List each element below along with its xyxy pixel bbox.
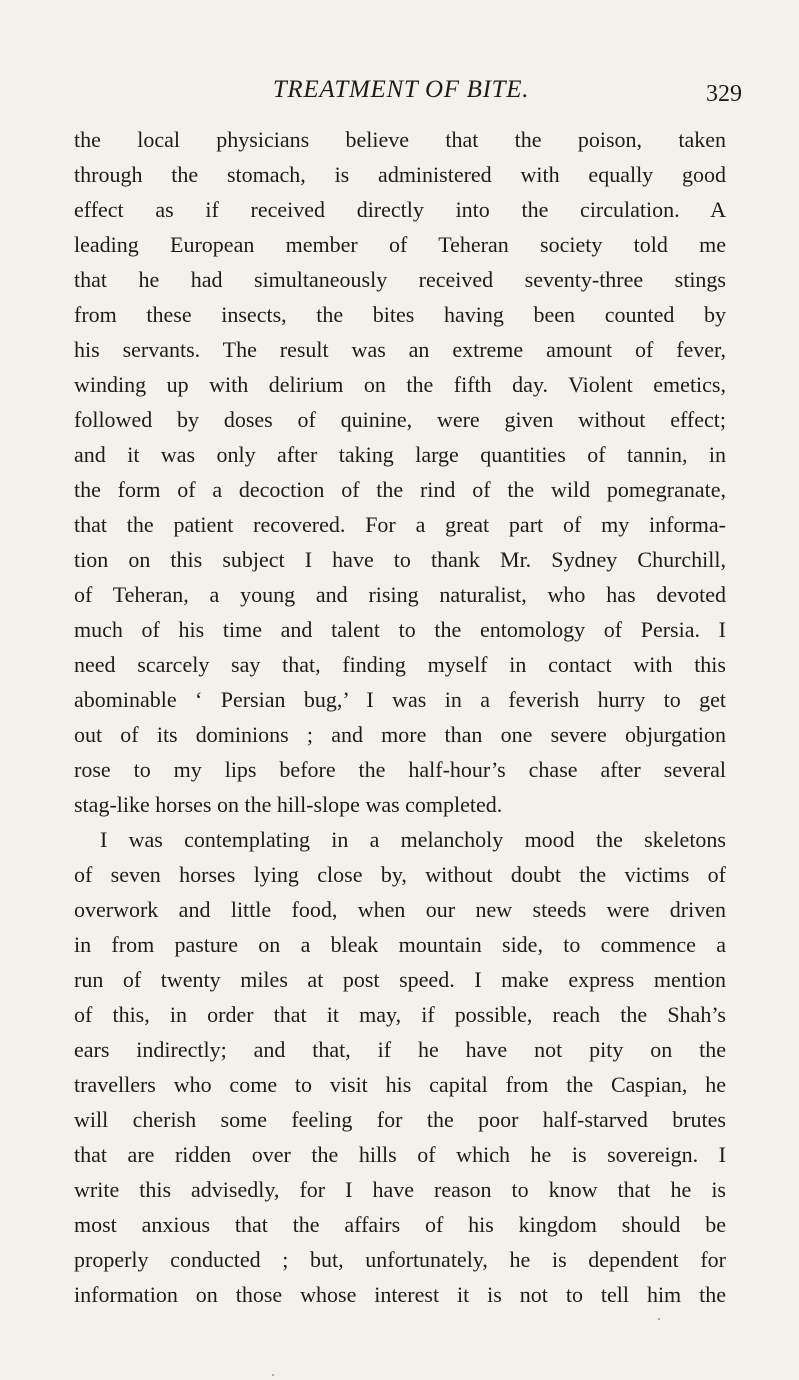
text-line: followed by doses of quinine, were given without effect; (74, 407, 726, 432)
text-line: through the stomach, is administered with equally good (74, 162, 726, 187)
text-line: write this advisedly, for I have reason to know that he is (74, 1177, 726, 1202)
text-line: of seven horses lying close by, without doubt the victims of (74, 862, 726, 887)
body-text (74, 122, 726, 1312)
text-line: rose to my lips before the half-hour’s chase after several (74, 757, 726, 782)
text-line: winding up with delirium on the fifth day. Violent emetics, (74, 372, 726, 397)
text-line: abominable ‘ Persian bug,’ I was in a feverish hurry to get (74, 687, 726, 712)
text-line: properly conducted ; but, unfortunately, he is dependent for (74, 1247, 726, 1272)
text-line: leading European member of Teheran society told me (74, 232, 726, 257)
text-line: his servants. The result was an extreme amount of fever, (74, 337, 726, 362)
text-line: much of his time and talent to the entomology of Persia. I (74, 617, 726, 642)
running-header (0, 74, 799, 114)
text-line: from these insects, the bites having been counted by (74, 302, 726, 327)
text-line: tion on this subject I have to thank Mr. Sydney Churchill, (74, 547, 726, 572)
text-line: that the patient recovered. For a great part of my informa- (74, 512, 726, 537)
text-line: travellers who come to visit his capital from the Caspian, he (74, 1072, 726, 1097)
text-line: in from pasture on a bleak mountain side, to commence a (74, 932, 726, 957)
page-number: 329 (706, 81, 742, 107)
paper-speck (272, 1374, 274, 1376)
text-line: out of its dominions ; and more than one severe objurgation (74, 722, 726, 747)
text-line: and it was only after taking large quantities of tannin, in (74, 442, 726, 467)
text-line: most anxious that the affairs of his kingdom should be (74, 1212, 726, 1237)
text-line: the local physicians believe that the poison, taken (74, 127, 726, 152)
text-line: overwork and little food, when our new steeds were driven (74, 897, 726, 922)
text-line: that are ridden over the hills of which he is sovereign. I (74, 1142, 726, 1167)
text-line: ears indirectly; and that, if he have not pity on the (74, 1037, 726, 1062)
text-line: effect as if received directly into the circulation. A (74, 197, 726, 222)
text-line: of this, in order that it may, if possible, reach the Shah’s (74, 1002, 726, 1027)
text-line: that he had simultaneously received seventy-three stings (74, 267, 726, 292)
paragraph-start-line: I was contemplating in a melancholy mood the skeletons (100, 827, 726, 852)
text-line: of Teheran, a young and rising naturalist, who has devoted (74, 582, 726, 607)
paragraph-end-line: stag-like horses on the hill-slope was completed. (74, 792, 503, 817)
text-line: the form of a decoction of the rind of the wild pomegranate, (74, 477, 726, 502)
running-title: TREATMENT OF BITE. (272, 76, 530, 103)
text-line: need scarcely say that, finding myself in contact with this (74, 652, 726, 677)
text-line: run of twenty miles at post speed. I make express mention (74, 967, 726, 992)
text-line: information on those whose interest it is not to tell him the (74, 1282, 726, 1307)
text-line: will cherish some feeling for the poor half-starved brutes (74, 1107, 726, 1132)
paper-speck (658, 1318, 660, 1320)
